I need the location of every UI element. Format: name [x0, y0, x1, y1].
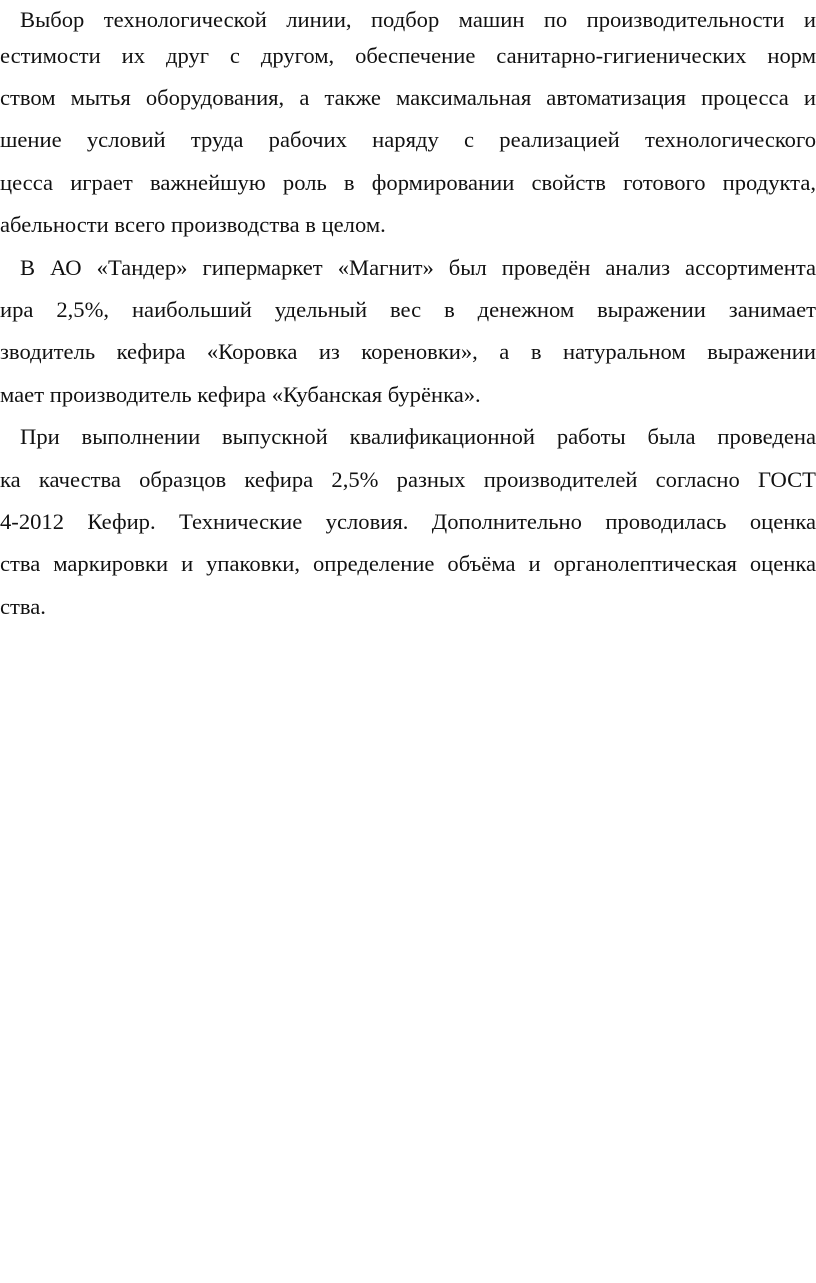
text-line: шение условий труда рабочих наряду с реализацией технологического — [0, 127, 816, 152]
text-line: Выбор технологической линии, подбор машин по производительности и — [20, 7, 816, 32]
text-line: ства маркировки и упаковки, определение объёма и органолептическая оценка — [0, 551, 816, 576]
text-line: ством мытья оборудования, а также максимальная автоматизация процесса и — [0, 85, 816, 110]
text-line: При выполнении выпускной квалификационной работы была проведена — [20, 424, 816, 449]
text-line: абельности всего производства в целом. — [0, 212, 386, 237]
text-line: зводитель кефира «Коровка из кореновки», а в натуральном выражении — [0, 339, 816, 364]
text-line: естимости их друг с другом, обеспечение санитарно-гигиенических норм — [0, 43, 816, 68]
text-line: 4-2012 Кефир. Технические условия. Дополнительно проводилась оценка — [0, 509, 816, 534]
text-line: мает производитель кефира «Кубанская бурёнка». — [0, 382, 481, 407]
text-line: В АО «Тандер» гипермаркет «Магнит» был проведён анализ ассортимента — [20, 255, 816, 280]
text-line: ства. — [0, 594, 46, 619]
text-line: ка качества образцов кефира 2,5% разных производителей согласно ГОСТ — [0, 467, 816, 492]
text-line: ира 2,5%, наибольший удельный вес в денежном выражении занимает — [0, 297, 816, 322]
text-line: цесса играет важнейшую роль в формировании свойств готового продукта, — [0, 170, 816, 195]
